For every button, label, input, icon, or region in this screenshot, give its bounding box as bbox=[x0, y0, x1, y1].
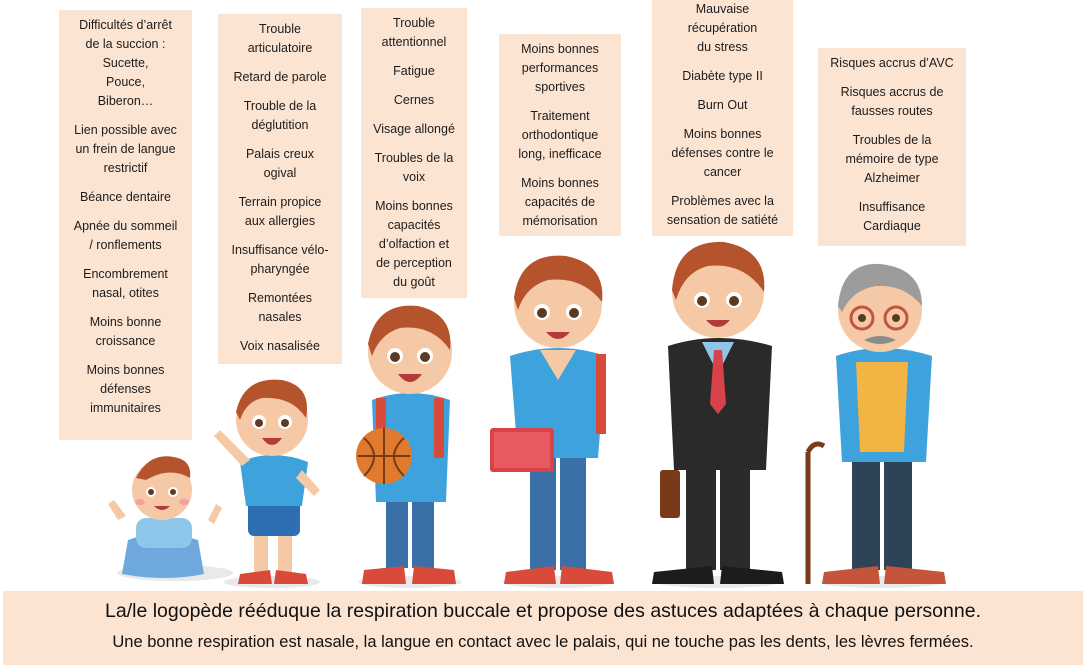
symptom-line: attentionnel bbox=[381, 35, 447, 49]
symptom-line: Voix nasalisée bbox=[240, 339, 320, 353]
symptom-line: performances bbox=[521, 61, 599, 75]
symptom-line: Traitement bbox=[530, 109, 590, 123]
symptom-line: Encombrement bbox=[83, 267, 168, 281]
symptom-line: Difficultés d’arrêt bbox=[79, 18, 172, 32]
symptom-line: Moins bonnes bbox=[521, 176, 599, 190]
symptom-line: Moins bonnes bbox=[86, 363, 165, 377]
symptom-line: Moins bonnes bbox=[521, 42, 599, 56]
symptom-line: Retard de parole bbox=[233, 70, 327, 84]
symptom-line: croissance bbox=[95, 334, 156, 348]
symptom-line: Terrain propice bbox=[238, 195, 322, 209]
symptom-line: Alzheimer bbox=[864, 171, 920, 185]
symptom-line: Remontées bbox=[248, 291, 312, 305]
symptom-line: fausses routes bbox=[851, 104, 933, 118]
symptom-line: défenses bbox=[100, 382, 151, 396]
symptom-line: articulatoire bbox=[247, 41, 313, 55]
symptom-line: voix bbox=[402, 170, 426, 184]
symptom-line: capacités bbox=[387, 218, 441, 232]
symptom-line: nasal, otites bbox=[92, 286, 159, 300]
symptom-line: Biberon… bbox=[97, 94, 154, 108]
toddler-figure bbox=[214, 380, 320, 588]
banner-line-2: Une bonne respiration est nasale, la langue en contact avec le palais, qui ne touche pas les dents, les lèvres fermées. bbox=[112, 633, 974, 651]
symptom-line: Burn Out bbox=[697, 98, 748, 112]
symptom-line: Pouce, bbox=[106, 75, 145, 89]
symptom-line: aux allergies bbox=[244, 214, 316, 228]
symptom-line: Trouble bbox=[259, 22, 301, 36]
adult-figure bbox=[652, 242, 784, 588]
symptom-line: Troubles de la bbox=[852, 133, 932, 147]
symptom-line: Lien possible avec bbox=[74, 123, 177, 137]
symptom-line: Palais creux bbox=[245, 147, 315, 161]
symptom-line: sensation de satiété bbox=[666, 213, 779, 227]
elderly-figure bbox=[808, 264, 946, 588]
symptom-line: long, inefficace bbox=[518, 147, 602, 161]
child-figure bbox=[356, 306, 462, 588]
symptom-line: de la succion : bbox=[85, 37, 166, 51]
symptom-line: orthodontique bbox=[521, 128, 599, 142]
symptom-line: du goût bbox=[393, 275, 435, 289]
symptom-line: Moins bonne bbox=[89, 315, 162, 329]
symptom-line: Moins bonnes bbox=[683, 127, 762, 141]
symptom-line: récupération bbox=[687, 21, 758, 35]
symptom-line: Risques accrus d’AVC bbox=[830, 56, 954, 70]
symptom-line: Sucette, bbox=[102, 56, 149, 70]
symptom-line: Risques accrus de bbox=[840, 85, 944, 99]
symptom-line: Problèmes avec la bbox=[671, 194, 774, 208]
symptom-line: un frein de langue bbox=[75, 142, 176, 156]
symptom-line: Moins bonnes bbox=[375, 199, 453, 213]
teen-figure bbox=[490, 256, 614, 588]
symptom-line: restrictif bbox=[103, 161, 148, 175]
symptom-line: capacités de bbox=[524, 195, 596, 209]
symptom-line: nasales bbox=[258, 310, 302, 324]
symptom-line: Béance dentaire bbox=[79, 190, 172, 204]
symptom-line: pharyngée bbox=[250, 262, 310, 276]
symptom-line: du stress bbox=[697, 40, 748, 54]
symptom-line: / ronflements bbox=[89, 238, 162, 252]
symptom-line: Apnée du sommeil bbox=[73, 219, 178, 233]
symptom-line: Trouble bbox=[393, 16, 435, 30]
banner-line-1: La/le logopède rééduque la respiration buccale et propose des astuces adaptées à chaque personne. bbox=[105, 600, 981, 622]
symptom-line: Mauvaise bbox=[695, 2, 750, 16]
symptom-line: Cardiaque bbox=[863, 219, 921, 233]
symptom-line: de perception bbox=[376, 256, 452, 270]
symptom-line: Trouble de la bbox=[243, 99, 317, 113]
advice-banner bbox=[3, 591, 1083, 665]
symptom-line: d’olfaction et bbox=[378, 237, 450, 251]
symptom-line: sportives bbox=[534, 80, 586, 94]
symptom-line: Diabète type II bbox=[682, 69, 763, 83]
symptom-line: déglutition bbox=[251, 118, 309, 132]
symptom-line: Troubles de la bbox=[374, 151, 454, 165]
symptom-line: cancer bbox=[703, 165, 742, 179]
symptom-line: mémoire de type bbox=[845, 152, 939, 166]
symptom-line: Insuffisance vélo- bbox=[231, 243, 329, 257]
symptom-line: immunitaires bbox=[90, 401, 161, 415]
symptom-line: Fatigue bbox=[393, 64, 435, 78]
baby-figure bbox=[108, 456, 233, 581]
symptom-line: défenses contre le bbox=[671, 146, 774, 160]
symptom-line: Cernes bbox=[393, 93, 435, 107]
symptom-line: Insuffisance bbox=[858, 200, 926, 214]
symptom-line: ogival bbox=[263, 166, 297, 180]
symptom-line: mémorisation bbox=[522, 214, 598, 228]
symptom-line: Visage allongé bbox=[373, 122, 455, 136]
